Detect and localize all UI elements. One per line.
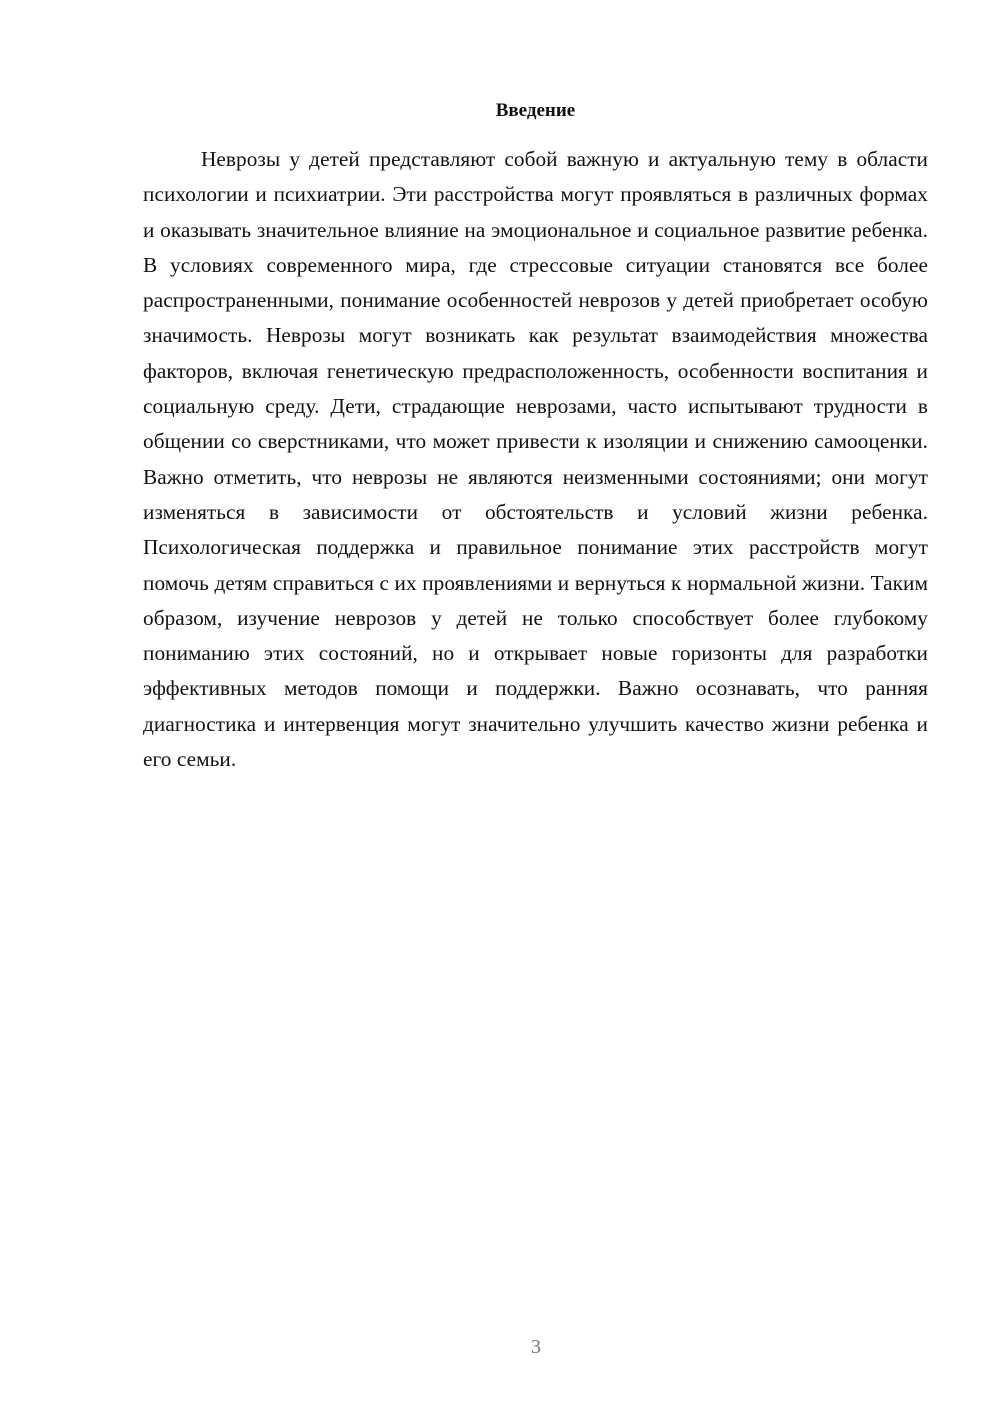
page-number: 3 (531, 1336, 541, 1358)
section-heading: Введение (495, 100, 576, 121)
body-paragraph: Неврозы у детей представляют собой важную и актуальную тему в области психологии и психиатрии. Эти расстройства могут проявляться в различных формах и оказывать значительное влияние на эмоциональное и социальное развитие ребенка. В условиях современного мира, где стрессовые ситуации становятся все более распространенными, понимание особенностей неврозов у детей приобретает особую значимость. Неврозы могут возникать как результат взаимодействия множества факторов, включая генетическую предрасположенность, особенности воспитания и социальную среду. Дети, страдающие неврозами, часто испытывают трудности в общении со сверстниками, что может привести к изоляции и снижению самооценки. Важно отметить, что неврозы не являются неизменными состояниями; они могут изменяться в зависимости от обстоятельств и условий жизни ребенка. Психологическая поддержка и правильное понимание этих расстройств могут помочь детям справиться с их проявлениями и вернуться к нормальной жизни. Таким образом, изучение неврозов у детей не только способствует более глубокому пониманию этих состояний, но и открывает новые горизонты для разработки эффективных методов помощи и поддержки. Важно осознавать, что ранняя диагностика и интервенция могут значительно улучшить качество жизни ребенка и его семьи. (143, 147, 928, 772)
